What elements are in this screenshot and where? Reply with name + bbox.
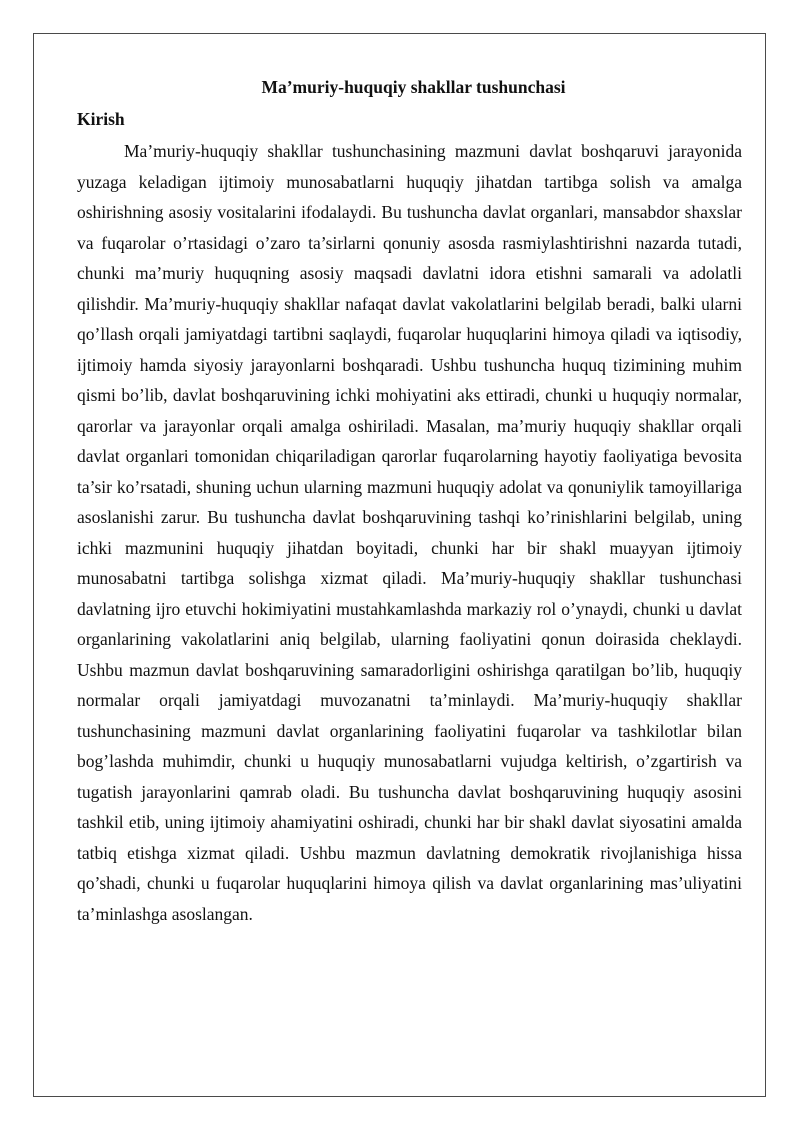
section-heading: Kirish bbox=[77, 109, 125, 129]
document-title: Ma’muriy-huquqiy shakllar tushunchasi bbox=[261, 77, 566, 97]
document-body bbox=[77, 75, 742, 929]
body-paragraph: Ma’muriy-huquqiy shakllar tushunchasining mazmuni davlat boshqaruvi jarayonida yuzaga keladigan ijtimoiy munosabatlarni huquqiy jihatdan tartibga solish va amalga oshirishning asosiy vositalarini ifodalaydi. Bu tushuncha davlat organlari, mansabdor shaxslar va fuqarolar o’rtasidagi o’zaro ta’sirlarni qonuniy asosda rasmiylashtirishni nazarda tutadi, chunki ma’muriy huquqning asosiy maqsadi davlatni idora etishni samarali va adolatli qilishdir. Ma’muriy-huquqiy shakllar nafaqat davlat vakolatlarini belgilab beradi, balki ularni qo’llash orqali jamiyatdagi tartibni saqlaydi, fuqarolar huquqlarini himoya qiladi va iqtisodiy, ijtimoiy hamda siyosiy jarayonlarni boshqaradi. Ushbu tushuncha huquq tizimining muhim qismi bo’lib, davlat boshqaruvining ichki mohiyatini aks ettiradi, chunki u huquqiy normalar, qarorlar va jarayonlar orqali amalga oshiriladi. Masalan, ma’muriy huquqiy shakllar orqali davlat organlari tomonidan chiqariladigan qarorlar fuqarolarning hayotiy faoliyatiga bevosita ta’sir ko’rsatadi, shuning uchun ularning mazmuni huquqiy adolat va qonuniylik tamoyillariga asoslanishi zarur. Bu tushuncha davlat boshqaruvining tashqi ko’rinishlarini belgilab, uning ichki mazmunini huquqiy jihatdan boyitadi, chunki har bir shakl muayyan ijtimoiy munosabatni tartibga solishga xizmat qiladi. Ma’muriy-huquqiy shakllar tushunchasi davlatning ijro etuvchi hokimiyatini mustahkamlashda markaziy rol o’ynaydi, chunki u davlat organlarining vakolatlarini aniq belgilab, ularning faoliyatini qonun doirasida cheklaydi. Ushbu mazmun davlat boshqaruvining samaradorligini oshirishga qaratilgan bo’lib, huquqiy normalar orqali jamiyatdagi muvozanatni ta’minlaydi. Ma’muriy-huquqiy shakllar tushunchasining mazmuni davlat organlarining faoliyatini fuqarolar va tashkilotlar bilan bog’lashda muhimdir, chunki u huquqiy munosabatlarni vujudga keltirish, o’zgartirish va tugatish jarayonlarini qamrab oladi. Bu tushuncha davlat boshqaruvining huquqiy asosini tashkil etib, uning ijtimoiy ahamiyatini oshiradi, chunki har bir shakl davlat siyosatini amalda tatbiq etishga xizmat qiladi. Ushbu mazmun davlatning demokratik rivojlanishiga hissa qo’shadi, chunki u fuqarolar huquqlarini himoya qilish va davlat organlarining mas’uliyatini ta’minlashga asoslangan. bbox=[77, 141, 742, 924]
